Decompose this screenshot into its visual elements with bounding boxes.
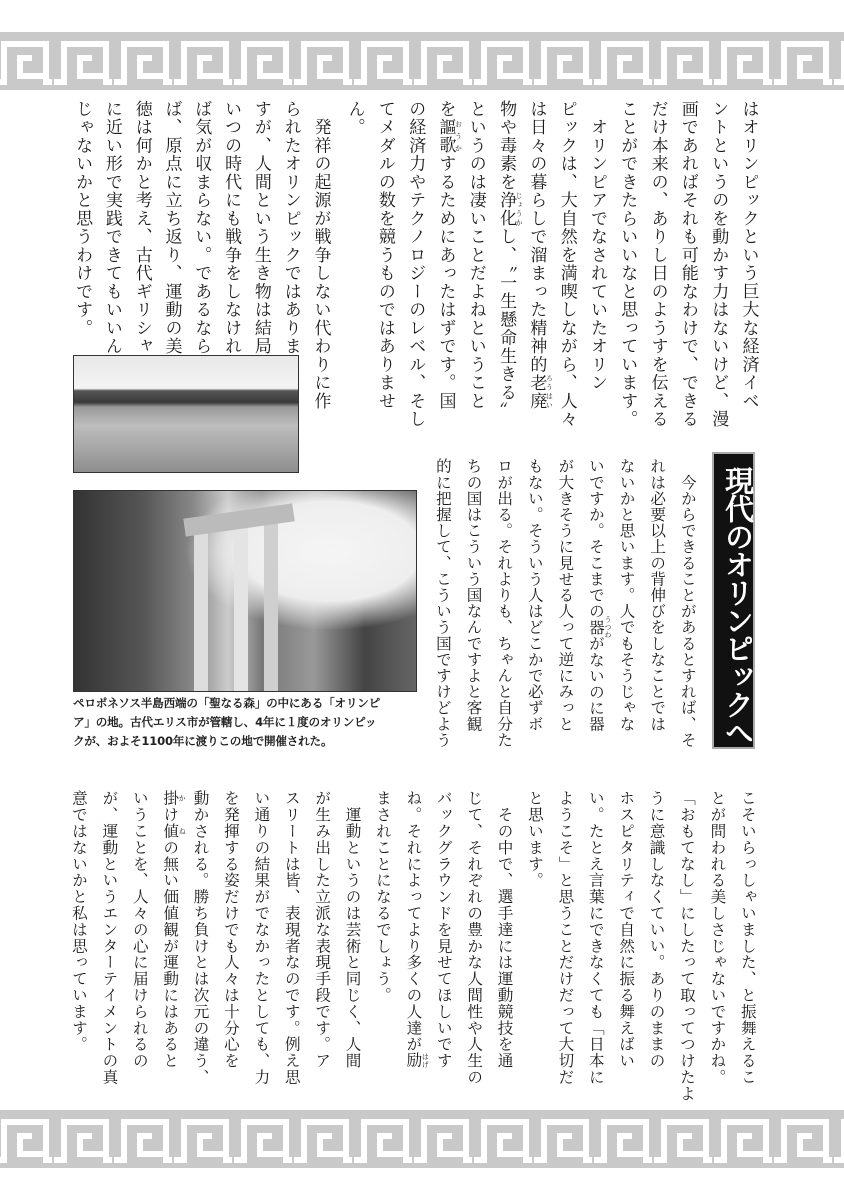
ruby-base: 掛 bbox=[161, 790, 180, 807]
text-column: すが、人間という生き物は結局 bbox=[250, 100, 271, 356]
text-column: スリートは皆、表現者なのです。例え思 bbox=[282, 790, 301, 1086]
text-column: が生み出した立派な表現手段です。ア bbox=[313, 790, 332, 1069]
section-heading-text: 現代のオリンピックへ bbox=[721, 466, 755, 746]
text-column: ントというのを動かす力はないけど、漫 bbox=[708, 100, 729, 429]
ruby-word bbox=[435, 118, 463, 155]
ruby-base: 老廃 bbox=[526, 373, 547, 411]
text-column: い通りの結果がでなかったとしても、力 bbox=[252, 790, 271, 1086]
text-column: まされことになるでしょう。 bbox=[373, 790, 392, 1004]
ruby-word bbox=[586, 616, 612, 639]
text-column bbox=[162, 790, 187, 1069]
text-segment: ね。それによってより多くの人達が bbox=[404, 790, 423, 1053]
text-column: 徳は何かと考え、古代ギリシャ bbox=[131, 100, 152, 356]
ruby-base: 器 bbox=[586, 616, 605, 639]
text-column: と思います。 bbox=[525, 790, 544, 889]
text-column: じゃないかと思うわけです。 bbox=[72, 100, 93, 338]
text-column: ピックは、大自然を満喫しながら、人々 bbox=[556, 100, 577, 429]
caption-line: クが、およそ1100年に渡りこの地で開催された。 bbox=[73, 734, 333, 748]
text-column: が、運動というエンターテイメントの真 bbox=[100, 790, 119, 1086]
text-column: いつの時代にも戦争をしなけれ bbox=[221, 100, 242, 356]
ruby-reading: ろうはい bbox=[545, 373, 554, 411]
ruby-word bbox=[496, 191, 524, 228]
text-column bbox=[497, 100, 523, 420]
olympia-ruins-photo bbox=[73, 490, 417, 692]
text-column: ことができたらいいなと思っています。 bbox=[617, 100, 638, 429]
ruby-reading: はげ bbox=[421, 1052, 430, 1069]
text-segment: は日々の暮らしで溜まった精神的 bbox=[526, 100, 547, 374]
text-column: 発祥の起源が戦争しない代わりに作 bbox=[310, 100, 331, 411]
text-segment: し、〝一生懸命生きる〟 bbox=[496, 227, 517, 420]
ruby-reading: ね bbox=[178, 822, 187, 840]
text-segment: するためにあったはずです。国 bbox=[435, 154, 456, 411]
text-column: うに意識しなくていい。ありのままの bbox=[647, 790, 666, 1069]
text-column: というのは凄いことだよねということ bbox=[465, 100, 486, 411]
text-column: が大きそうに見せる人って逆にみっと bbox=[556, 458, 575, 732]
text-segment: いですか。そこまでの bbox=[586, 458, 605, 619]
text-column: ん。 bbox=[344, 100, 365, 137]
text-column: もない。そういう人はどこかで必ずボ bbox=[525, 458, 544, 732]
text-column: オリンピアでなされていたオリン bbox=[587, 100, 607, 392]
text-column bbox=[405, 790, 430, 1069]
text-column: の経済力やテクノロジーのレベル、そし bbox=[405, 100, 426, 429]
photo-caption bbox=[73, 694, 418, 751]
text-segment: の無い価値観が運動にはあると bbox=[161, 839, 180, 1069]
text-column bbox=[437, 100, 463, 410]
text-column: い。たとえ言葉にできなくても「日本に bbox=[586, 790, 605, 1086]
ruby-word bbox=[161, 790, 187, 807]
text-column: 的に把握して、こういう国ですけどよう bbox=[433, 458, 452, 748]
text-column: に近い形で実践できてもいいん bbox=[101, 100, 122, 356]
ruby-word bbox=[404, 1052, 430, 1069]
greek-key-border-top bbox=[0, 32, 844, 90]
text-column bbox=[527, 100, 553, 410]
text-column: だけ本来の、ありし日のようすを伝える bbox=[647, 100, 668, 429]
text-column: 今からできることがあるとすれば、そ bbox=[678, 458, 697, 748]
text-column: はオリンピックという巨大な経済イベ bbox=[738, 100, 759, 411]
text-column: られたオリンピックではありま bbox=[280, 100, 301, 356]
ruby-word bbox=[526, 373, 554, 411]
ruby-reading: か bbox=[178, 790, 187, 807]
text-column: 意ではないかと私は思っています。 bbox=[69, 790, 88, 1053]
text-column: ホスピタリティで自然に振る舞えばい bbox=[617, 790, 636, 1069]
column-ruin bbox=[234, 521, 248, 691]
text-column: 運動というのは芸術と同じく、人間 bbox=[343, 790, 362, 1069]
text-column: てメダルの数を競うものではありませ bbox=[374, 100, 395, 411]
ruby-reading: うつわ bbox=[603, 616, 612, 639]
ruby-base: 励 bbox=[404, 1052, 423, 1069]
text-column: 「おもてなし」にしたって取ってつけたよ bbox=[677, 790, 696, 1102]
text-column: その中で、選手達には運動競技を通 bbox=[495, 790, 514, 1069]
text-segment: がないのに器 bbox=[586, 635, 605, 733]
ruby-reading: おうか bbox=[454, 118, 463, 155]
text-column: ちの国はこういう国なんですよと客観 bbox=[464, 458, 483, 732]
text-column: 動かされる。勝ち負けとは次元の違う、 bbox=[191, 790, 210, 1086]
text-column: ば、原点に立ち返り、運動の美 bbox=[161, 100, 182, 356]
ruby-base: 浄化 bbox=[496, 191, 517, 228]
text-column: じて、それぞれの豊かな人間性や人生の bbox=[465, 790, 484, 1086]
text-column: 画であればそれも可能なわけで、できる bbox=[677, 100, 698, 429]
text-column: ないかと思います。人でもそうじゃな bbox=[617, 458, 636, 732]
section-heading bbox=[712, 452, 755, 749]
text-column: を発揮する姿だけでも人々は十分心を bbox=[221, 790, 240, 1069]
text-column: ロが出る。それよりも、ちゃんと自分た bbox=[495, 458, 514, 748]
text-column bbox=[587, 458, 612, 732]
text-column: いうことを、人々の心に届けられるの bbox=[130, 790, 149, 1069]
ruby-word bbox=[161, 822, 187, 840]
text-segment: け bbox=[161, 806, 180, 823]
column-ruin bbox=[264, 516, 278, 691]
ruby-base: 値 bbox=[161, 822, 180, 840]
text-column: こそいらっしゃいました、と振舞えるこ bbox=[738, 790, 757, 1086]
greek-key-border-bottom bbox=[0, 1110, 844, 1168]
text-column: ようこそ」と思うことだけだって大切だ bbox=[556, 790, 575, 1086]
text-segment: 物や毒素を bbox=[496, 100, 517, 192]
text-segment: を bbox=[435, 100, 456, 119]
caption-line: ア」の地。古代エリス市が管轄し、4年に１度のオリンピッ bbox=[73, 715, 377, 729]
column-ruin bbox=[194, 531, 208, 691]
text-column: ば気が収まらない。であるなら bbox=[191, 100, 212, 356]
caption-line: ペロポネソス半島西端の「聖なる森」の中にある「オリンピ bbox=[73, 696, 381, 710]
ruby-base: 謳歌 bbox=[435, 118, 456, 155]
text-column: バックグラウンドを見せてほしいです bbox=[434, 790, 453, 1069]
text-column: れは必要以上の背伸びをしなことでは bbox=[648, 458, 667, 732]
ruby-reading: じょうか bbox=[515, 191, 524, 228]
olympia-stadium-photo bbox=[73, 355, 299, 473]
text-column: とが問われる美しさじゃないですかね。 bbox=[708, 790, 727, 1086]
